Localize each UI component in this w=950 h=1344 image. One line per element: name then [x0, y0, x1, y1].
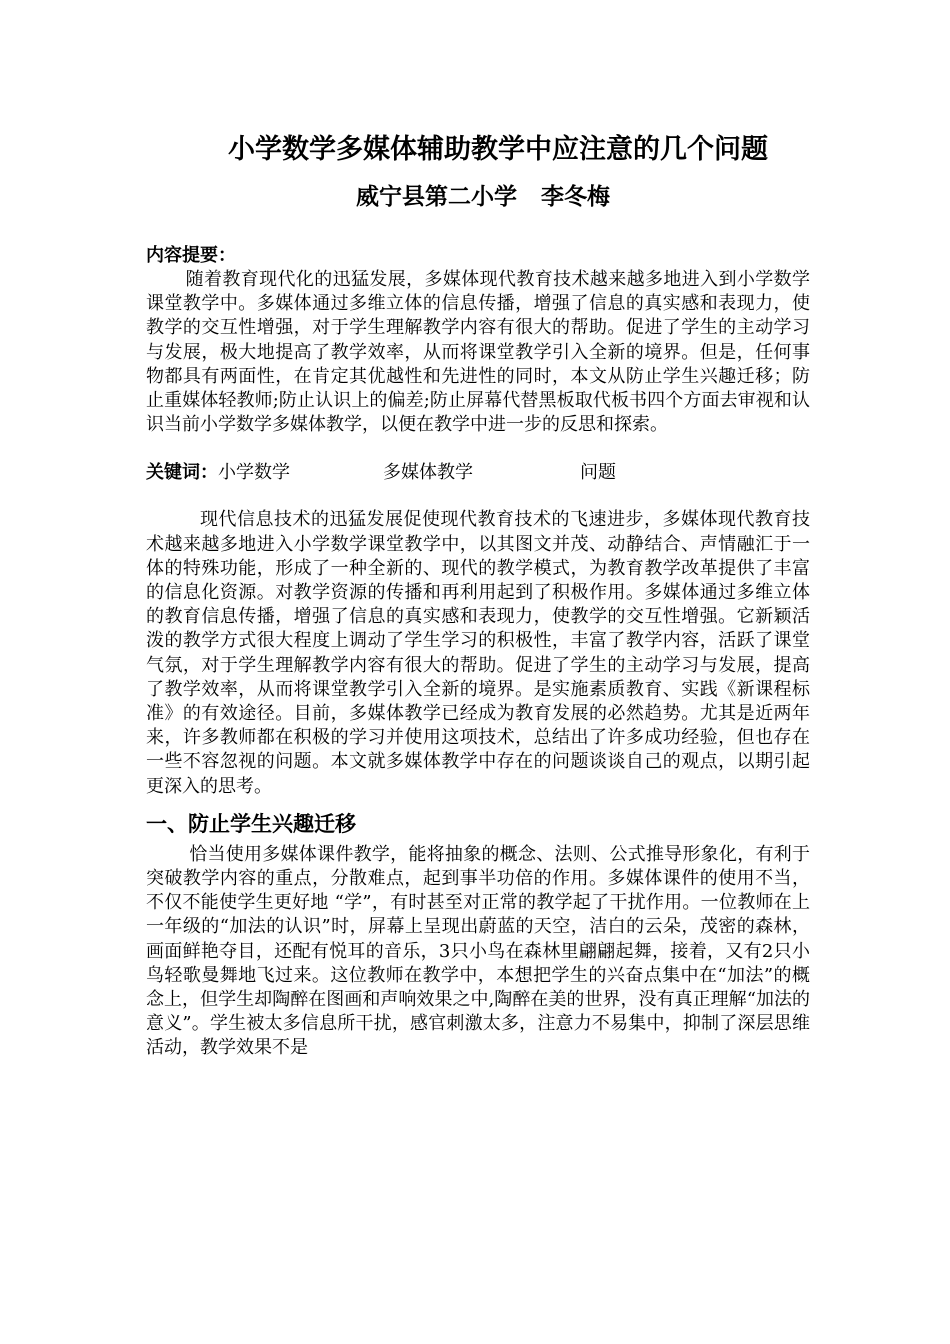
keyword-item: 小学数学	[218, 462, 290, 484]
section-paragraph: 恰当使用多媒体课件教学，能将抽象的概念、法则、公式推导形象化，有利于突破教学内容的重点，分散难点，起到事半功倍的作用。多媒体课件的使用不当，不仅不能使学生更好地 “学”，有时甚至对正常的教学起了干扰作用。一位教师在上一年级的“加法的认识”时，屏幕上呈现出蔚蓝的天空，洁白的云朵，茂密的森林，画面鲜艳夺目，还配有悦耳的音乐，3只小鸟在森林里翩翩起舞，接着，又有2只小鸟轻歌曼舞地飞过来。这位教师在教学中，本想把学生的兴奋点集中在“加法”的概念上，但学生却陶醉在图画和声响效果之中,陶醉在美的世界，没有真正理解“加法的意义”。学生被太多信息所干扰，感官刺激太多，注意力不易集中，抑制了深层思维活动，教学效果不是	[146, 843, 810, 1059]
keywords-label: 关键词：	[146, 462, 218, 484]
document-page	[146, 128, 810, 1061]
document-author: 威宁县第二小学 李冬梅	[355, 184, 611, 210]
section-heading: 一、防止学生兴趣迁移	[146, 811, 356, 836]
keyword-item: 问题	[580, 462, 616, 484]
abstract-label: 内容提要：	[146, 245, 236, 266]
abstract-paragraph: 随着教育现代化的迅猛发展，多媒体现代教育技术越来越多地进入到小学数学课堂教学中。多媒体通过多维立体的信息传播，增强了信息的真实感和表现力，使教学的交互性增强，对于学生理解教学内容有很大的帮助。促进了学生的主动学习与发展，极大地提高了教学效率，从而将课堂教学引入全新的境界。但是，任何事物都具有两面性，在肯定其优越性和先进性的同时，本文从防止学生兴趣迁移；防止重媒体轻教师;防止认识上的偏差;防止屏幕代替黑板取代板书四个方面去审视和认识当前小学数学多媒体教学，以便在教学中进一步的反思和探索。	[146, 269, 810, 436]
document-title: 小学数学多媒体辅助教学中应注意的几个问题	[228, 134, 768, 165]
intro-paragraph: 现代信息技术的迅猛发展促使现代教育技术的飞速进步，多媒体现代教育技术越来越多地进入小学数学课堂教学中，以其图文并茂、动静结合、声情融汇于一体的特殊功能，形成了一种全新的、现代的教学模式，为教育教学改革提供了丰富的信息化资源。对教学资源的传播和再利用起到了积极作用。多媒体通过多维立体的教育信息传播，增强了信息的真实感和表现力，使教学的交互性增强。它新颖活泼的教学方式很大程度上调动了学生学习的积极性，丰富了教学内容，活跃了课堂气氛，对于学生理解教学内容有很大的帮助。促进了学生的主动学习与发展，提高了教学效率，从而将课堂教学引入全新的境界。是实施素质教育、实践《新课程标准》的有效途径。目前，多媒体教学已经成为教育发展的必然趋势。尤其是近两年来，许多教师都在积极的学习并使用这项技术，总结出了许多成功经验，但也存在一些不容忽视的问题。本文就多媒体教学中存在的问题谈谈自己的观点，以期引起更深入的思考。	[146, 509, 810, 797]
keyword-item: 多媒体教学	[383, 462, 473, 484]
keywords-line	[146, 460, 810, 486]
